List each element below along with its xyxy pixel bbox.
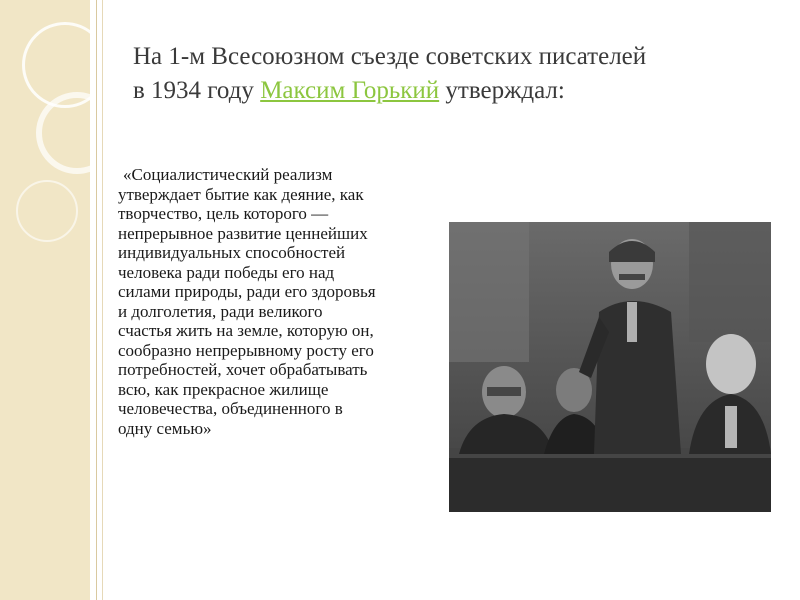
title-line-2-start: в 1934 году xyxy=(133,77,261,104)
quote-line: человека ради победы его над xyxy=(118,262,335,282)
quote-line: всю, как прекрасное жилище xyxy=(118,379,329,399)
quote-line: и долголетия, ради великого xyxy=(118,301,323,321)
title-line-2-end: утверждал: xyxy=(439,77,565,104)
quote-line: одну семью» xyxy=(118,418,212,438)
quote-line: утверждает бытие как деяние, как xyxy=(118,184,364,204)
quote-line: «Социалистический реализм xyxy=(123,165,333,184)
quote-line: потребностей, хочет обрабатывать xyxy=(118,360,368,379)
quote-line: человечества, объединенного в xyxy=(118,399,343,418)
quote-line: счастья жить на земле, которую он, xyxy=(118,321,374,340)
historical-photo xyxy=(449,222,771,512)
quote-line: индивидуальных способностей xyxy=(118,243,346,262)
quote-block xyxy=(118,165,448,438)
gorky-link[interactable]: Максим Горький xyxy=(260,77,440,104)
decorative-line xyxy=(102,0,103,600)
quote-line: творчество, цель которого — xyxy=(118,204,329,223)
slide-title xyxy=(133,40,773,108)
decorative-ring xyxy=(36,92,90,174)
decorative-ring xyxy=(16,180,78,242)
decorative-side-strip xyxy=(0,0,90,600)
quote-line: непрерывное развитие ценнейших xyxy=(118,223,368,243)
quote-line: силами природы, ради его здоровья xyxy=(118,282,376,301)
quote-line: сообразно непрерывному росту его xyxy=(118,340,374,360)
decorative-line xyxy=(96,0,97,600)
photo-illustration xyxy=(449,222,771,512)
title-line-1: На 1-м Всесоюзном съезде советских писателей xyxy=(133,43,647,70)
